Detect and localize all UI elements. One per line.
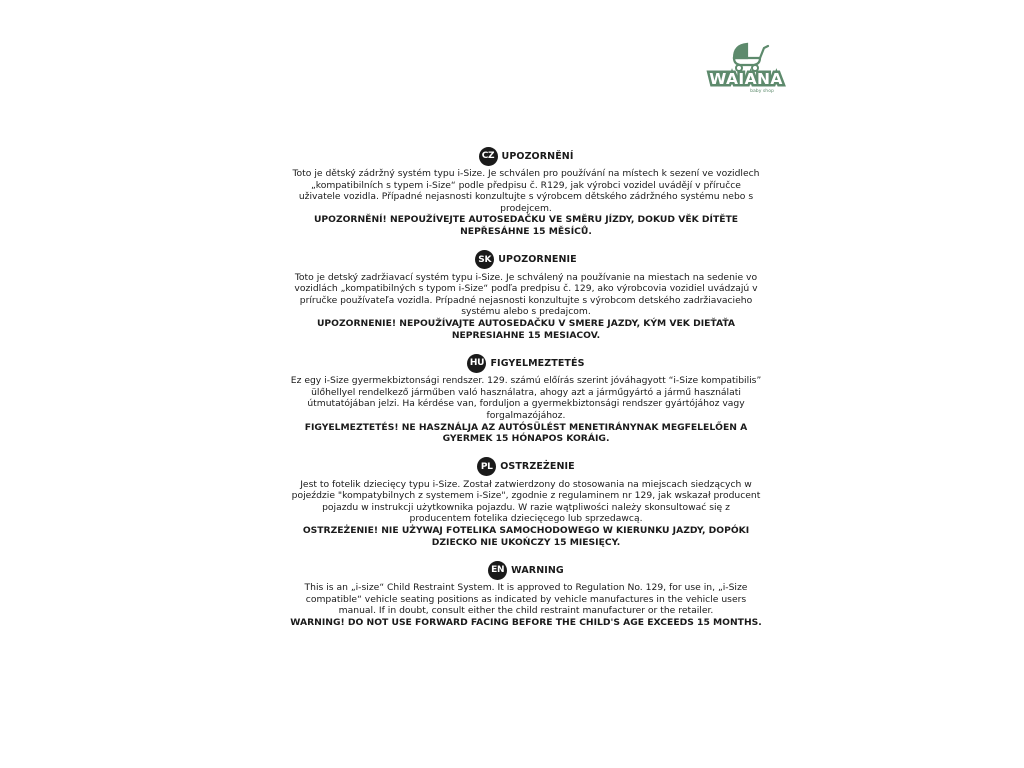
warning-document [290,146,762,641]
section-title: UPOZORNĚNÍ [501,150,574,162]
section-title: WARNING [511,564,564,576]
language-badge-pl: PL [477,457,496,476]
stroller-logo-icon [700,36,792,94]
section-title: OSTRZEŻENIE [500,461,575,473]
section-body: Jest to fotelik dziecięcy typu i-Size. Został zatwierdzony do stosowania na miejscach siedzących w pojeździe "kompatybilnych z systemem i-Size", zgodnie z regulaminem nr 129, jak wskazał producent pojazdu w instrukcji użytkownika pojazdu. W razie wątpliwości należy skonsultować się z producentem fotelika dziecięcego lub sprzedawcą. [291,478,761,525]
section-warning: FIGYELMEZTETÉS! NE HASZNÁLJA AZ AUTÓSÜLÉST MENETIRÁNYNAK MEGFELELŐEN A GYERMEK 15 HÓNAPOS KORÁIG. [304,421,748,445]
section-pl [290,457,762,549]
section-body: This is an „i-size“ Child Restraint System. It is approved to Regulation No. 129, for use in, „i-Size compatible“ vehicle seating positions as indicated by vehicle manufactures in the vehicle users manual. If in doubt, consult either the child restraint manufacturer or the retailer. [304,582,748,617]
section-body: Ez egy i-Size gyermekbiztonsági rendszer. 129. számú előírás szerint jóváhagyott “i-Size kompatibilis” ülőhellyel rendelkező járműben való használatra, ahogy azt a járműgyártó a jármű használati útmutatójában jelzi. Ha kérdése van, forduljon a gyermekbiztonsági rendszer gyártójához vagy forgalmazójához. [290,375,762,421]
language-badge-hu: HU [467,354,486,373]
section-heading [290,353,762,373]
language-badge-en: EN [488,561,507,580]
logo-wordmark: WAIANA [709,70,783,88]
section-warning: UPOZORNĚNÍ! NEPOUŽÍVEJTE AUTOSEDAČKU VE SMĚRU JÍZDY, DOKUD VĚK DÍTĚTE NEPŘESÁHNE 15 MĚSÍCŮ. [313,214,739,237]
section-title: UPOZORNENIE [498,254,577,266]
section-en [290,560,762,628]
waiana-logo [700,36,792,94]
section-hu [290,353,762,445]
language-badge-cz: CZ [479,147,498,166]
section-warning: OSTRZEŻENIE! NIE UŻYWAJ FOTELIKA SAMOCHODOWEGO W KIERUNKU JAZDY, DOPÓKI DZIECKO NIE UKOŃCZY 15 MIESIĘCY. [302,525,750,548]
section-body: Toto je dětský zádržný systém typu i-Size. Je schválen pro používání na místech k sezení ve vozidlech „kompatibilních s typem i-Size“ podle předpisu č. R129, jak výrobci vozidel uvádějí v příručce uživatele vozidla. Případné nejasnosti konzultujte s výrobcem dětského zádržného systému nebo s prodejcem. [292,168,760,214]
section-heading [290,250,762,270]
section-warning: WARNING! DO NOT USE FORWARD FACING BEFORE THE CHILD'S AGE EXCEEDS 15 MONTHS. [290,617,762,629]
section-title: FIGYELMEZTETÉS [490,357,585,369]
section-cz [290,146,762,238]
section-heading [290,146,762,166]
section-body: Toto je detský zadržiavací systém typu i-Size. Je schválený na používanie na miestach na sedenie vo vozidlách „kompatibilných s typom i-Size“ podľa predpisu č. 129, ako výrobcovia vozidiel uvádzajú v príručke používateľa vozidla. Prípadné nejasnosti konzultujte s výrobcom detského zadržiavacieho systému alebo s predajcom. [294,271,758,318]
section-sk [290,250,762,342]
language-badge-sk: SK [475,250,494,269]
logo-tagline: baby shop [750,89,774,94]
section-heading [290,457,762,477]
section-heading [290,560,762,580]
section-warning: UPOZORNENIE! NEPOUŽÍVAJTE AUTOSEDAČKU V SMERE JAZDY, KÝM VEK DIEŤAŤA NEPRESIAHNE 15 MESIACOV. [316,317,736,341]
